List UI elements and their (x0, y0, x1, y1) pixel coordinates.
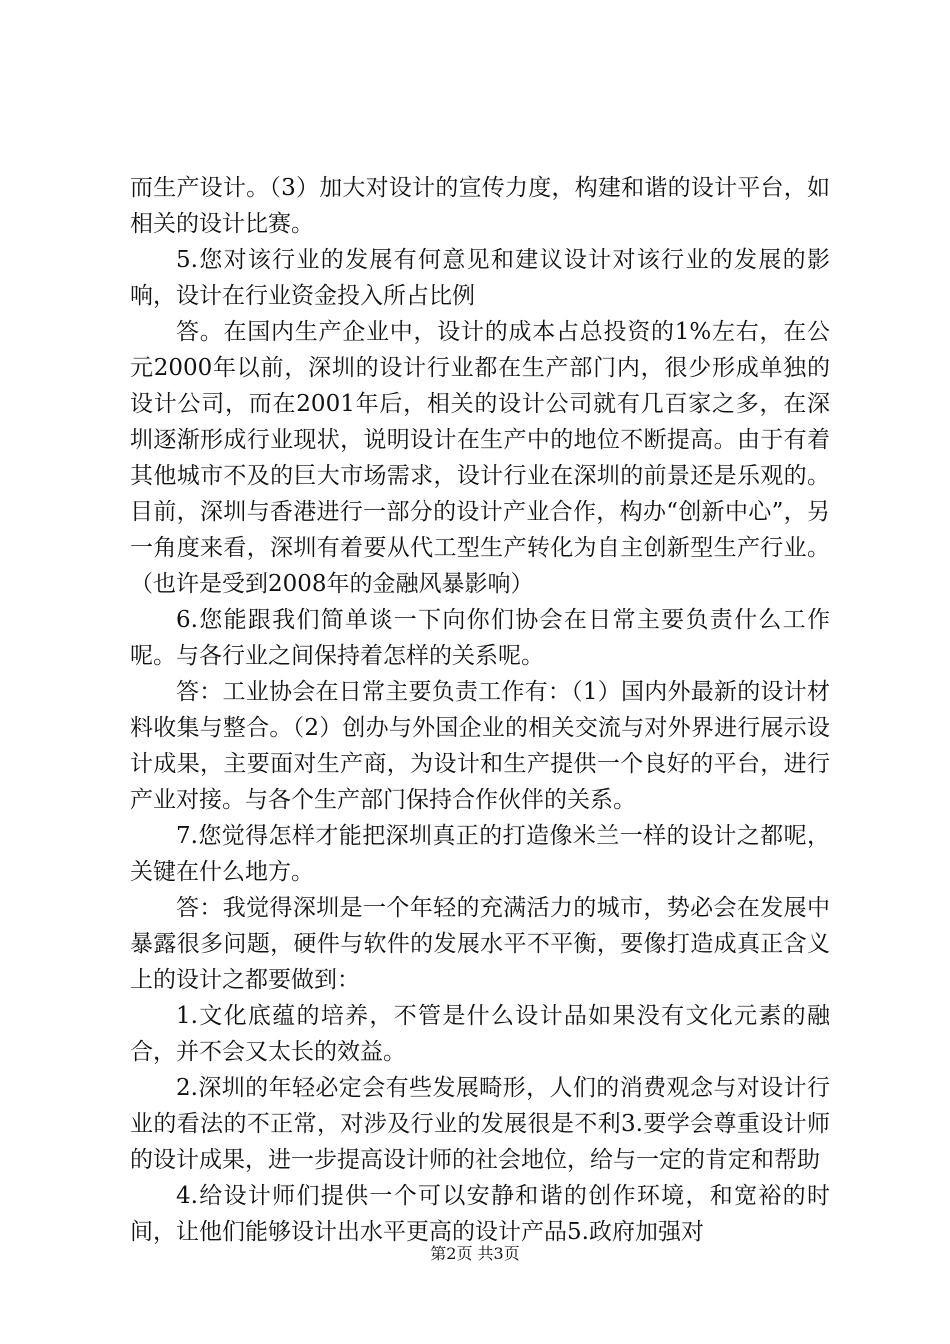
paragraph-2: 5.您对该行业的发展有何意见和建议设计对该行业的发展的影响，设计在行业资金投入所占比例 (130, 247, 830, 309)
paragraph-5: 答：工业协会在日常主要负责工作有：（1）国内外最新的设计材料收集与整合。（2）创办与外国企业的相关交流与对外界进行展示设计成果，主要面对生产商，为设计和生产提供一个良好的平台，进行产业对接。与各个生产部门保持合作伙伴的关系。 (130, 679, 830, 813)
paragraph-1: 而生产设计。（3）加大对设计的宣传力度，构建和谐的设计平台，如相关的设计比赛。 (130, 175, 830, 237)
paragraph-6: 7.您觉得怎样才能把深圳真正的打造像米兰一样的设计之都呢，关键在什么地方。 (130, 823, 830, 885)
paragraph-3: 答。在国内生产企业中，设计的成本占总投资的1%左右，在公元2000年以前，深圳的设计行业都在生产部门内，很少形成单独的设计公司，而在2001年后，相关的设计公司就有几百家之多，在深圳逐渐形成行业现状，说明设计在生产中的地位不断提高。由于有着其他城市不及的巨大市场需求，设计行业在深圳的前景还是乐观的。目前，深圳与香港进行一部分的设计产业合作，构办“创新中心”，另一角度来看，深圳有着要从代工型生产转化为自主创新型生产行业。（也许是受到2008年的金融风暴影响） (130, 319, 830, 597)
paragraph-4: 6.您能跟我们简单谈一下向你们协会在日常主要负责什么工作呢。与各行业之间保持着怎样的关系呢。 (130, 607, 830, 669)
paragraph-8: 1.文化底蕴的培养，不管是什么设计品如果没有文化元素的融合，并不会又太长的效益。 (130, 1003, 830, 1065)
paragraph-9: 2.深圳的年轻必定会有些发展畸形，人们的消费观念与对设计行业的看法的不正常，对涉及行业的发展很是不利3.要学会尊重设计师的设计成果，进一步提高设计师的社会地位，给与一定的肯定和帮助 (130, 1075, 830, 1173)
page-number-footer: 第2页 共3页 (430, 1244, 520, 1263)
paragraph-10: 4.给设计师们提供一个可以安静和谐的创作环境，和宽裕的时间，让他们能够设计出水平更高的设计产品5.政府加强对 (130, 1183, 830, 1245)
document-body (130, 170, 830, 1250)
paragraph-7: 答：我觉得深圳是一个年轻的充满活力的城市，势必会在发展中暴露很多问题，硬件与软件的发展水平不平衡，要像打造成真正含义上的设计之都要做到： (130, 895, 830, 993)
